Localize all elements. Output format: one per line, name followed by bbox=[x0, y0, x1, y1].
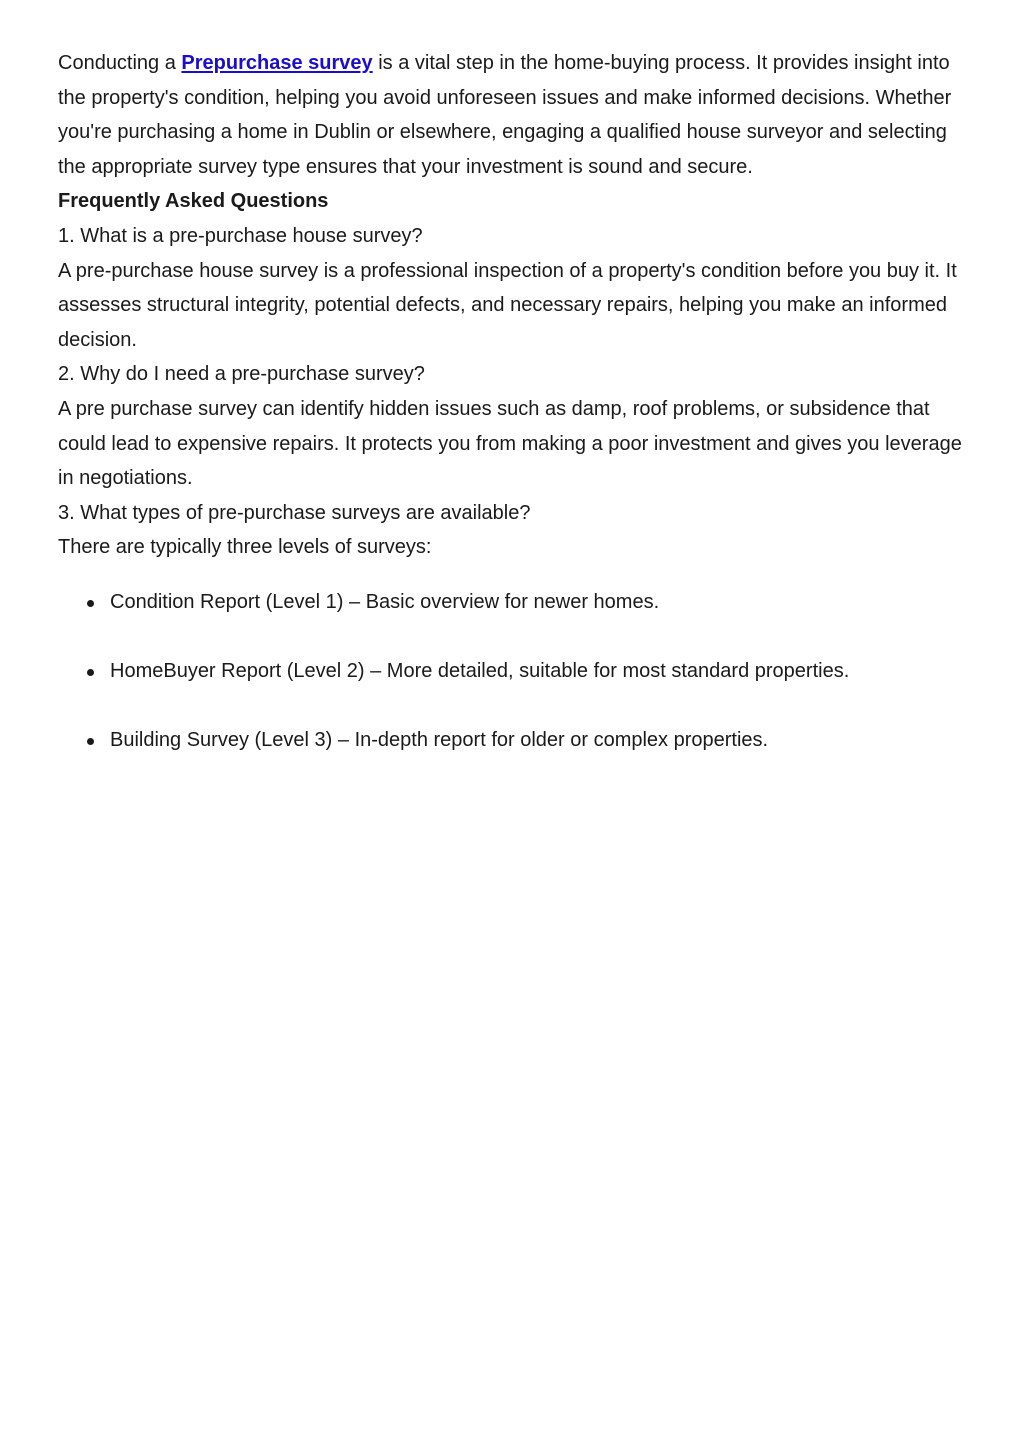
faq-question-1: 1. What is a pre-purchase house survey? bbox=[58, 224, 423, 247]
prepurchase-survey-link[interactable]: Prepurchase survey bbox=[181, 52, 373, 74]
document-page bbox=[58, 46, 970, 792]
faq-heading: Frequently Asked Questions bbox=[58, 190, 329, 213]
faq-question-3: 3. What types of pre-purchase surveys are available? bbox=[58, 501, 531, 524]
survey-levels-list bbox=[58, 585, 970, 758]
list-item-building-survey: Building Survey (Level 3) – In-depth report for older or complex properties. bbox=[58, 723, 970, 758]
list-item-condition-report: Condition Report (Level 1) – Basic overview for newer homes. bbox=[58, 585, 970, 620]
intro-text-after: is a vital step in the home-buying process. It provides insight into the property's condition, helping you avoid unforeseen issues and make informed decisions. Whether you're purchasing a home in Dublin or elsewhere, engaging a qualified house surveyor and selecting the appropriate survey type ensures that your investment is sound and secure. bbox=[58, 52, 952, 178]
intro-text-before: Conducting a bbox=[58, 52, 182, 74]
faq-answer-2: A pre purchase survey can identify hidden issues such as damp, roof problems, or subsidence that could lead to expensive repairs. It protects you from making a poor investment and gives you leverage in negotiations. bbox=[58, 397, 962, 490]
list-item-homebuyer-report: HomeBuyer Report (Level 2) – More detailed, suitable for most standard properties. bbox=[58, 654, 970, 689]
intro-paragraph bbox=[58, 46, 970, 184]
faq-question-2: 2. Why do I need a pre-purchase survey? bbox=[58, 363, 425, 386]
faq-answer-3: There are typically three levels of surveys: bbox=[58, 536, 432, 559]
faq-answer-1: A pre-purchase house survey is a professional inspection of a property's condition before you buy it. It assesses structural integrity, potential defects, and necessary repairs, helping you make an informed decision. bbox=[58, 259, 957, 351]
